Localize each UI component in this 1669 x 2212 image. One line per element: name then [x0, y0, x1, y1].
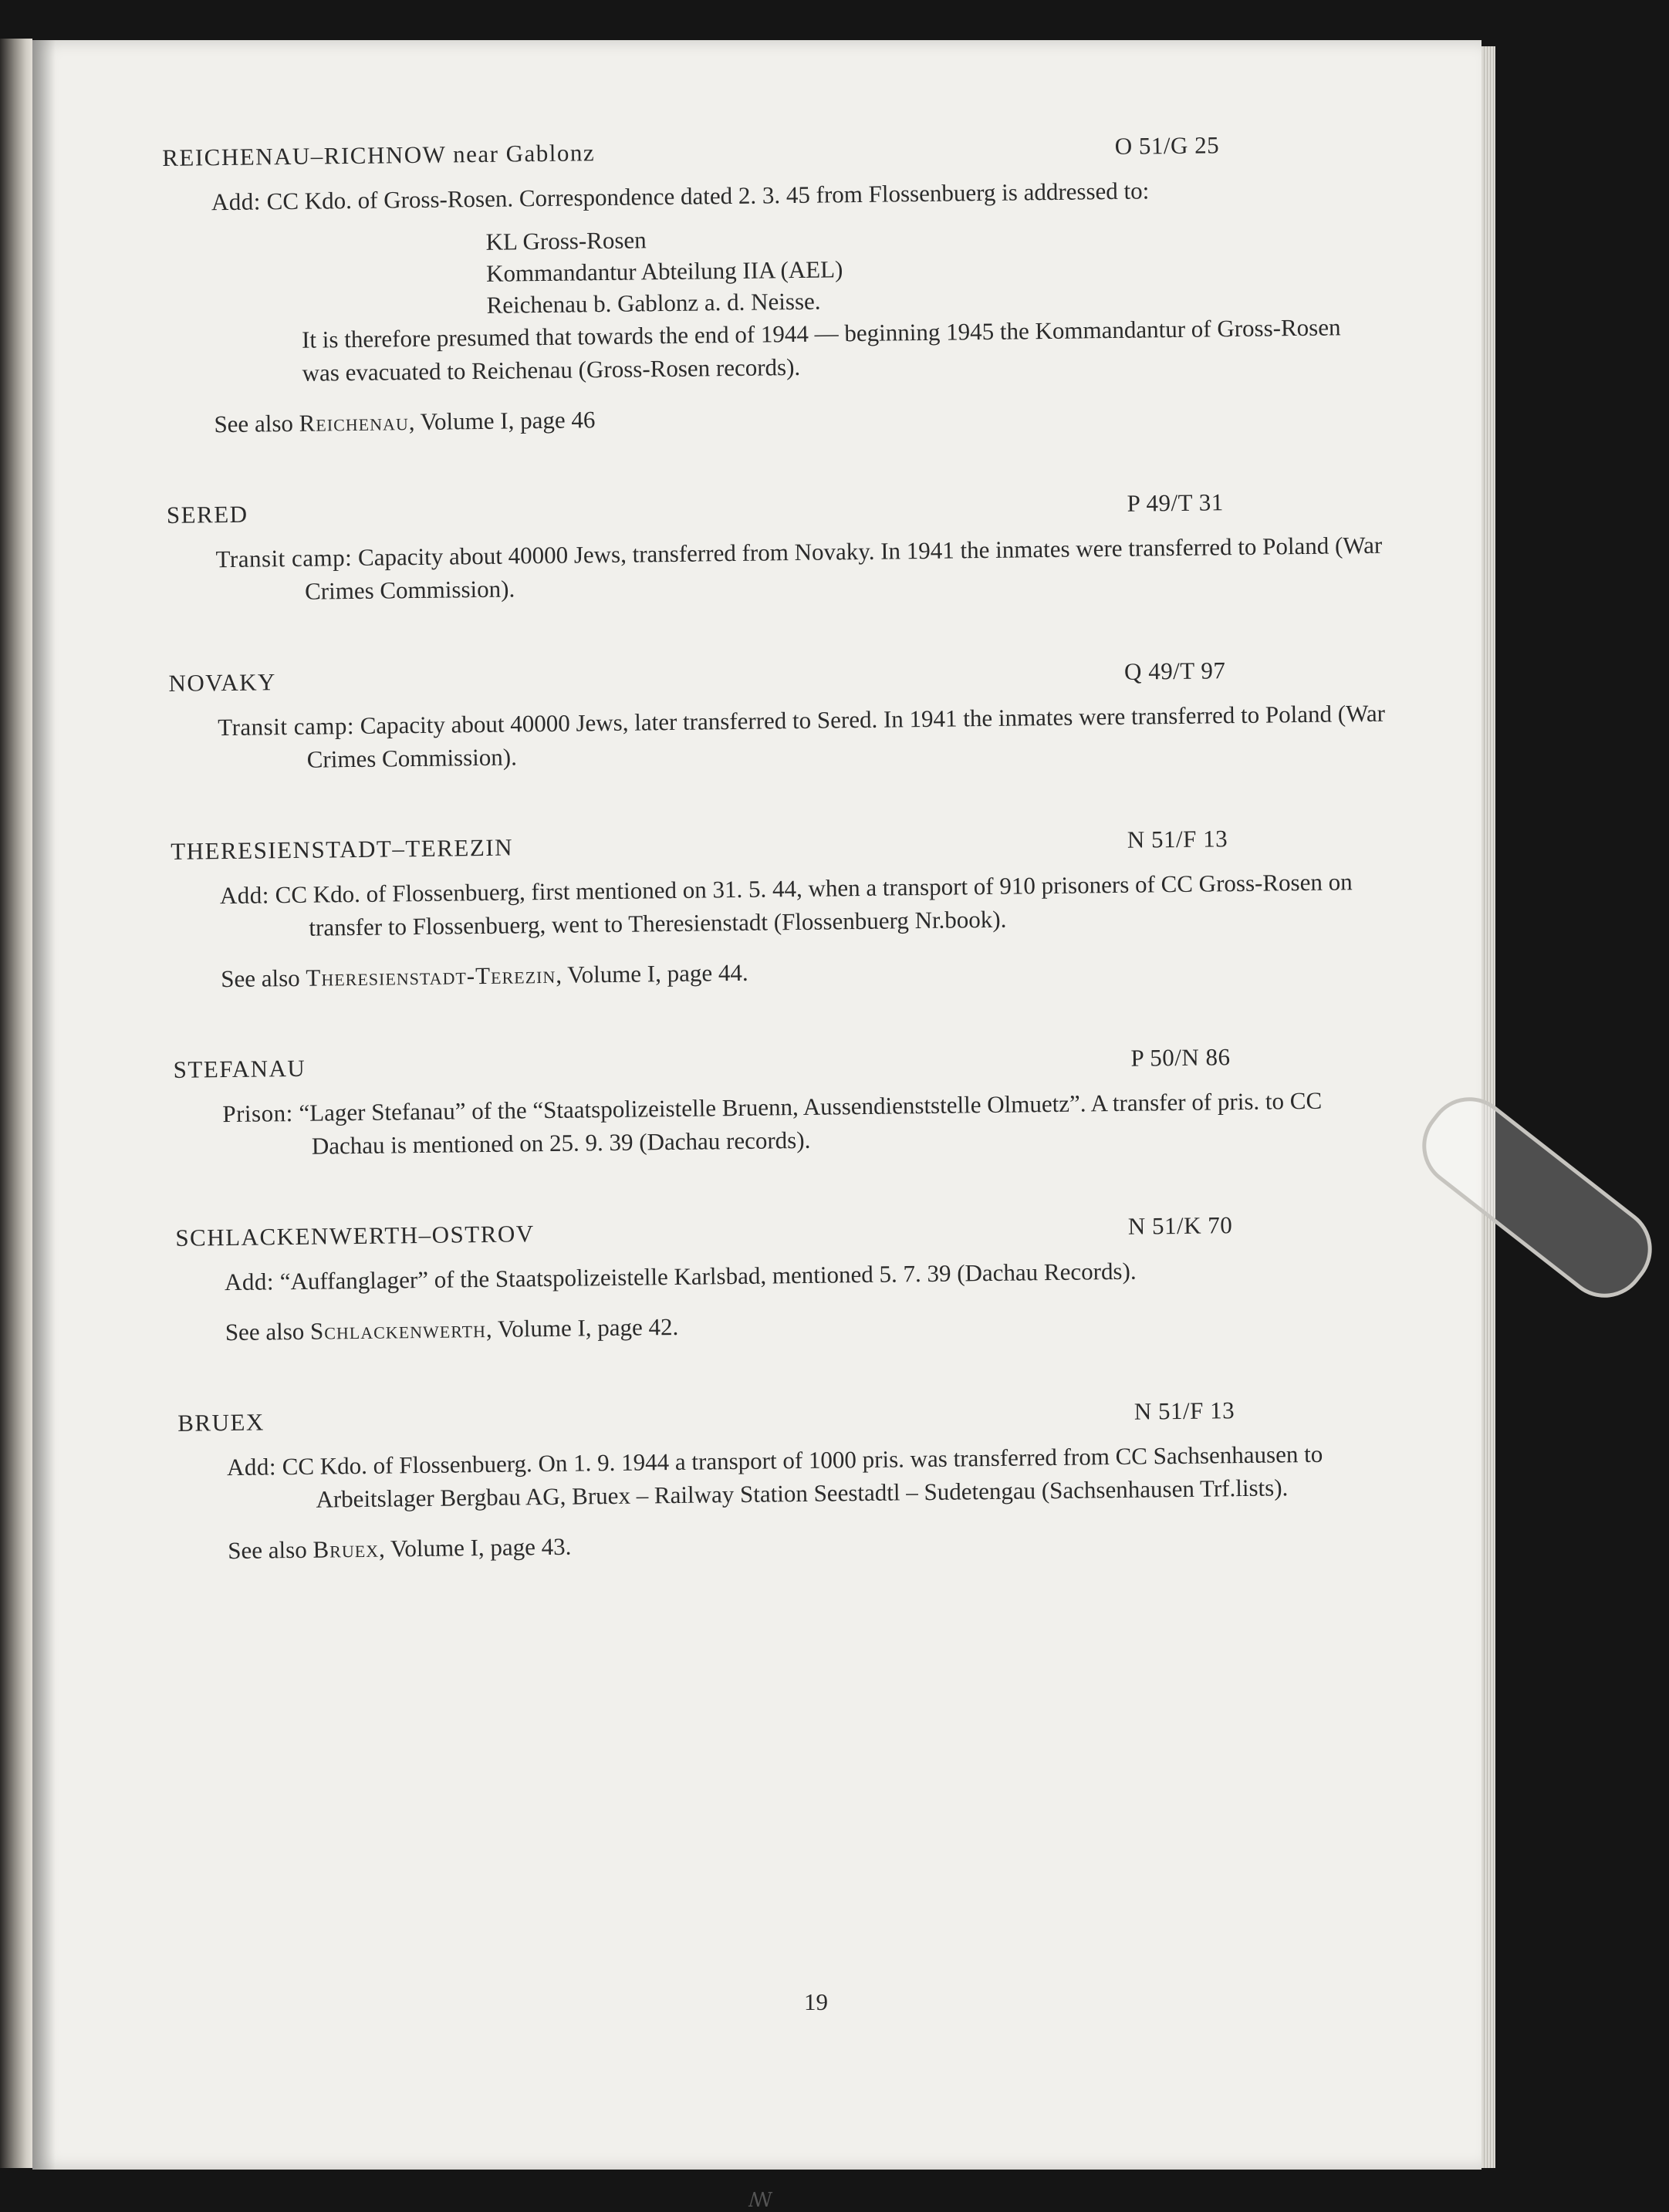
entry-header	[171, 823, 1390, 866]
grid-reference: P 49/T 31	[1127, 488, 1224, 517]
see-also-prefix: See also	[221, 964, 300, 993]
entry-header	[167, 487, 1386, 529]
entry-type-label: Add:	[211, 187, 262, 216]
entry-text: Capacity about 40000 Jews, transferred from Novaky. In 1941 the inmates were transferred to Poland (War Crimes Commission).	[304, 531, 1383, 605]
entry-text: Capacity about 40000 Jews, later transferred to Sered. In 1941 the inmates were transferred to Poland (War Crimes Commission).	[306, 699, 1386, 773]
entry-title: THERESIENSTADT–TEREZIN	[170, 833, 514, 865]
entry-theresienstadt	[171, 823, 1391, 996]
see-also-prefix: See also	[214, 409, 294, 438]
address-line: KL Gross-Rosen	[485, 226, 647, 255]
entry-type-label: Transit camp:	[215, 544, 353, 573]
entry-type-label: Prison:	[222, 1099, 293, 1128]
see-also-name: Bruex	[313, 1535, 380, 1563]
entry-header	[173, 1042, 1392, 1084]
see-also-volume: , Volume I, page 42.	[485, 1312, 679, 1342]
grid-reference: N 51/F 13	[1134, 1396, 1235, 1425]
entry-stefanau	[173, 1042, 1394, 1164]
see-also-reference	[177, 1302, 1396, 1349]
see-also-prefix: See also	[228, 1535, 307, 1565]
see-also-volume: , Volume I, page 43.	[378, 1532, 572, 1562]
see-also-reference	[179, 1520, 1398, 1568]
entry-title: BRUEX	[177, 1408, 265, 1437]
entry-description	[167, 529, 1387, 610]
entry-reichenau	[162, 130, 1385, 441]
entry-description	[176, 1251, 1395, 1299]
see-also-name: Schlackenwerth	[309, 1315, 487, 1345]
grid-reference: O 51/G 25	[1114, 131, 1220, 160]
see-also-volume: , Volume I, page 44.	[556, 958, 748, 988]
see-also-reference	[172, 948, 1391, 996]
see-also-name: Reichenau	[299, 408, 409, 437]
entry-type-label: Add:	[219, 881, 270, 910]
entry-description	[163, 171, 1382, 219]
entry-text: CC Kdo. of Flossenbuerg, first mentioned on 31. 5. 44, when a transport of 910 prisoners of CC Gross-Rosen on transfer to Flossenbuerg, went to Theresienstadt (Flossenbuerg Nr.book).	[275, 868, 1353, 941]
entry-bruex	[177, 1395, 1398, 1568]
entry-text: CC Kdo. of Gross-Rosen. Correspondence dated 2. 3. 45 from Flossenbuerg is addressed to:	[266, 177, 1150, 215]
entry-header	[177, 1395, 1397, 1437]
entry-text: “Lager Stefanau” of the “Staatspolizeistelle Bruenn, Aussendienststelle Olmuetz”. A transfer of pris. to CC Dachau is mentioned on 25. 9. 39 (Dachau records).	[299, 1086, 1323, 1160]
entry-title: REICHENAU–RICHNOW near Gablonz	[162, 139, 596, 171]
entry-type-label: Add:	[224, 1268, 275, 1296]
address-line: Reichenau b. Gablonz a. d. Neisse.	[486, 287, 821, 319]
entry-note: It is therefore presumed that towards the end of 1944 — beginning 1945 the Kommandantur of Gross-Rosen was evacuated to Reichenau (Gross-Rosen records).	[301, 313, 1341, 387]
see-also-volume: , Volume I, page 46	[408, 406, 596, 436]
entry-type-label: Transit camp:	[218, 712, 355, 741]
document-page	[32, 40, 1481, 2211]
pencil-mark: ꟿ	[748, 2189, 773, 2211]
grid-reference: Q 49/T 97	[1123, 657, 1226, 685]
see-also-prefix: See also	[225, 1317, 305, 1346]
entry-text: CC Kdo. of Flossenbuerg. On 1. 9. 1944 a transport of 1000 pris. was transferred from CC Sachsenhausen to Arbeitslager Bergbau AG, Bruex – Railway Station Seestadtl – Sudetengau (Sachsenhausen Trf.lists).	[282, 1440, 1323, 1513]
entry-description	[178, 1437, 1398, 1518]
entry-description	[171, 865, 1391, 946]
entry-title: SERED	[166, 500, 248, 529]
grid-reference: P 50/N 86	[1130, 1043, 1231, 1072]
see-also-reference	[165, 393, 1384, 441]
entry-description	[169, 697, 1389, 778]
entry-title: STEFANAU	[173, 1054, 306, 1083]
entry-text: “Auffanglager” of the Staatspolizeistelle Karlsbad, mentioned 5. 7. 39 (Dachau Records).	[279, 1257, 1137, 1295]
entry-header	[175, 1210, 1394, 1252]
entry-type-label: Add:	[226, 1453, 277, 1481]
entry-schlackenwerth	[175, 1210, 1396, 1349]
entry-title: SCHLACKENWERTH–OSTROV	[175, 1220, 535, 1251]
entry-sered	[167, 487, 1387, 610]
spine-shadow	[32, 40, 56, 2170]
page-number: 19	[804, 1988, 828, 2015]
grid-reference: N 51/F 13	[1127, 825, 1228, 853]
entry-header	[162, 130, 1381, 172]
paper-clip-icon	[1405, 1080, 1669, 1315]
facing-page-edge	[0, 39, 32, 2168]
see-also-name: Theresienstadt-Terezin	[306, 961, 556, 991]
entry-novaky	[168, 655, 1389, 778]
entry-description	[174, 1083, 1394, 1164]
entry-header	[168, 655, 1387, 697]
page-content	[162, 130, 1399, 1628]
address-line: Kommandantur Abteilung IIA (AEL)	[485, 255, 843, 287]
entry-title: NOVAKY	[168, 668, 277, 697]
grid-reference: N 51/K 70	[1127, 1211, 1233, 1240]
